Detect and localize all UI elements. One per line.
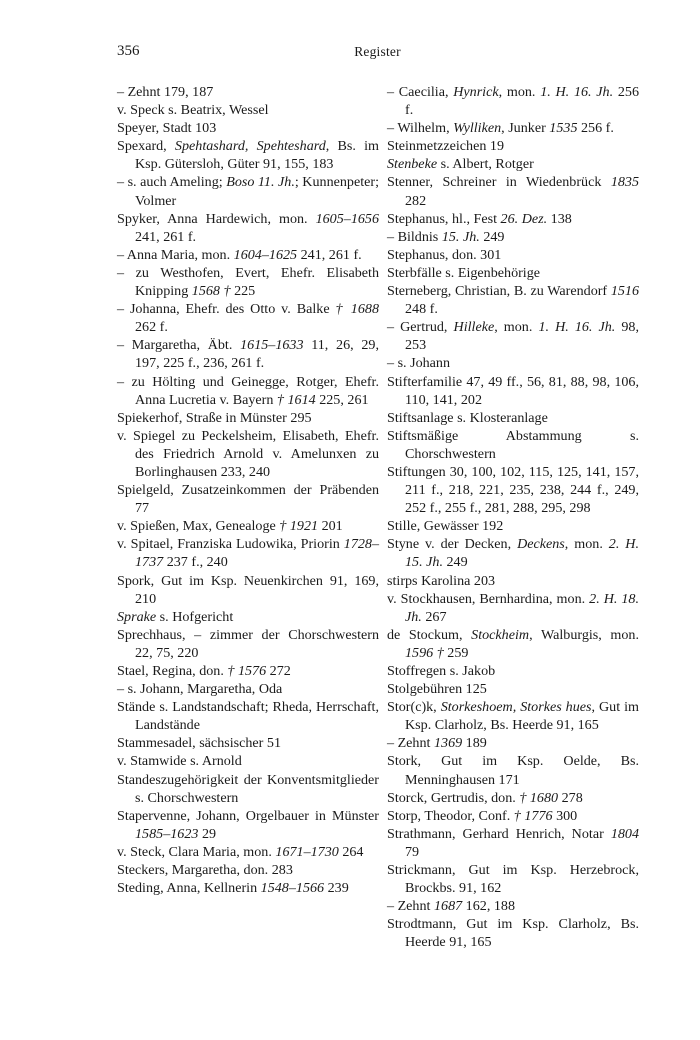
entry-text: Stifterfamilie 47, 49 ff., 56, 81, 88, 98, 106, 110, 141, 202 bbox=[387, 373, 639, 408]
entry-text: Spiekerhof, Straße in Münster 295 bbox=[117, 409, 312, 426]
entry-text: 138 bbox=[547, 210, 572, 227]
italic-text: 2. H. 15. Jh. bbox=[405, 536, 639, 571]
entry-text: – s. Johann bbox=[387, 355, 451, 372]
register-entry bbox=[117, 879, 379, 897]
register-entry bbox=[387, 264, 639, 282]
register-entry bbox=[117, 807, 379, 843]
entry-text: 256 f. bbox=[405, 84, 639, 119]
register-entry bbox=[117, 517, 379, 535]
register-entry bbox=[387, 626, 639, 662]
register-entry bbox=[387, 915, 639, 951]
entry-text: Stor(c)k, bbox=[387, 699, 441, 716]
entry-text: Speyer, Stadt 103 bbox=[117, 120, 217, 137]
register-entry bbox=[117, 771, 379, 807]
entry-text: Stephanus, don. 301 bbox=[387, 246, 502, 263]
italic-text: Spehtashard, Spehteshard bbox=[174, 138, 326, 155]
entry-text: Stoffregen s. Jakob bbox=[387, 663, 496, 679]
register-column-right bbox=[387, 83, 639, 952]
register-entry bbox=[117, 861, 379, 879]
italic-text: † 1776 bbox=[513, 807, 553, 824]
entry-text: v. Spitael, Franziska Ludowika, Priorin bbox=[117, 536, 344, 553]
italic-text: Stockheim bbox=[471, 626, 530, 643]
entry-text: Sterneberg, Christian, B. zu Warendorf bbox=[387, 283, 611, 300]
entry-text: Strodtmann, Gut im Ksp. Clarholz, Bs. Heerde 91, 165 bbox=[387, 916, 639, 951]
register-entry bbox=[117, 336, 379, 372]
italic-text: † 1680 bbox=[519, 789, 559, 806]
entry-text: – Caecilia, bbox=[387, 84, 454, 100]
register-entry bbox=[117, 572, 379, 608]
register-entry bbox=[387, 789, 639, 807]
register-entry bbox=[117, 608, 379, 626]
italic-text: 1516 bbox=[610, 283, 639, 300]
entry-text: – Zehnt bbox=[387, 735, 434, 752]
entry-text: – Wilhelm, bbox=[387, 120, 454, 137]
entry-text: Strathmann, Gerhard Henrich, Notar bbox=[387, 825, 611, 842]
entry-text: Steding, Anna, Kellnerin bbox=[117, 880, 261, 897]
entry-text: de Stockum, bbox=[387, 626, 472, 643]
entry-text: – Anna Maria, mon. bbox=[117, 246, 234, 263]
entry-text: Stael, Regina, don. bbox=[117, 663, 228, 679]
register-entry bbox=[387, 535, 639, 571]
entry-text: 256 f. bbox=[577, 120, 614, 137]
entry-text: s. Hofgericht bbox=[156, 608, 234, 625]
italic-text: Wylliken bbox=[453, 120, 502, 137]
entry-text: 278 bbox=[558, 789, 583, 806]
entry-text: – zu Hölting und Geinegge, Rotger, Ehefr. Anna Lucretia v. Bayern bbox=[117, 373, 379, 408]
page-number: 356 bbox=[117, 43, 140, 59]
entry-text: 98, 253 bbox=[405, 319, 639, 354]
entry-text: – Bildnis bbox=[387, 228, 442, 245]
entry-text: Sprechhaus, – zimmer der Chorschwestern 22, 75, 220 bbox=[117, 626, 379, 661]
entry-text: 249 bbox=[479, 228, 505, 245]
entry-text: Storck, Gertrudis, don. bbox=[387, 789, 520, 806]
italic-text: 1. H. 16. Jh. bbox=[538, 319, 616, 336]
entry-text: 282 bbox=[405, 192, 427, 209]
italic-text: 1804 bbox=[610, 825, 639, 842]
entry-text: Stände s. Landstandschaft; Rheda, Herrschaft, Landstände bbox=[117, 699, 379, 734]
entry-text: 239 bbox=[324, 880, 349, 897]
entry-text: 11, 26, 29, 197, 225 f., 236, 261 f. bbox=[135, 337, 380, 372]
register-entry bbox=[387, 752, 639, 788]
italic-text: Stenbeke bbox=[387, 156, 438, 173]
italic-text: 1. H. 16. Jh. bbox=[540, 84, 614, 100]
register-entry bbox=[387, 427, 639, 463]
entry-text: Stephanus, hl., Fest bbox=[387, 210, 501, 227]
register-entry bbox=[387, 119, 639, 137]
register-entry bbox=[387, 318, 639, 354]
register-entry bbox=[387, 572, 639, 590]
italic-text: Storkeshoem, Storkes hues bbox=[440, 699, 592, 716]
register-entry bbox=[387, 155, 639, 173]
entry-text: Stille, Gewässer 192 bbox=[387, 518, 504, 535]
entry-text: Steinmetzzeichen 19 bbox=[387, 138, 505, 155]
register-entry bbox=[117, 752, 379, 770]
italic-text: Sprake bbox=[117, 608, 157, 625]
italic-text: † 1688 bbox=[335, 301, 379, 318]
entry-text: 267 bbox=[421, 608, 447, 625]
italic-text: 1596 † bbox=[405, 644, 444, 661]
entry-text: 241, 261 f. bbox=[297, 246, 362, 263]
entry-text: 249 bbox=[442, 554, 468, 571]
entry-text: – s. auch Ameling; bbox=[117, 174, 227, 191]
entry-text: Spexard, bbox=[117, 138, 175, 155]
register-entry bbox=[117, 409, 379, 427]
italic-text: † 1576 bbox=[227, 663, 267, 679]
register-entry bbox=[387, 517, 639, 535]
italic-text: 1369 bbox=[433, 735, 463, 752]
register-entry bbox=[117, 698, 379, 734]
register-entry bbox=[117, 427, 379, 481]
entry-text: Spyker, Anna Hardewich, mon. bbox=[117, 210, 316, 227]
entry-text: 201 bbox=[318, 518, 343, 535]
register-entry bbox=[387, 354, 639, 372]
register-entry bbox=[387, 173, 639, 209]
entry-text: v. Stockhausen, Bernhardina, mon. bbox=[387, 590, 590, 607]
register-entry bbox=[117, 734, 379, 752]
entry-text: v. Stamwide s. Arnold bbox=[117, 753, 242, 770]
register-entry bbox=[117, 373, 379, 409]
entry-text: 262 f. bbox=[135, 319, 168, 336]
register-entry bbox=[117, 481, 379, 517]
entry-text: 272 bbox=[266, 663, 291, 679]
entry-text: – Zehnt 179, 187 bbox=[117, 84, 214, 100]
register-entry bbox=[117, 535, 379, 571]
italic-text: 1604–1625 bbox=[233, 246, 298, 263]
register-entry bbox=[117, 626, 379, 662]
entry-text: , Bs. im Ksp. Gütersloh, Güter 91, 155, 183 bbox=[135, 138, 379, 173]
entry-text: v. Spiegel zu Peckelsheim, Elisabeth, Ehefr. des Friedrich Arnold v. Amelunxen zu Borlinghausen 233, 240 bbox=[117, 427, 379, 480]
entry-text: stirps Karolina 203 bbox=[387, 572, 496, 589]
entry-text: 79 bbox=[405, 843, 420, 860]
entry-text: Stenner, Schreiner in Wiedenbrück bbox=[387, 174, 611, 191]
italic-text: 1535 bbox=[549, 120, 578, 137]
register-entry bbox=[117, 662, 379, 680]
register-entry bbox=[387, 210, 639, 228]
register-entry bbox=[117, 246, 379, 264]
entry-text: Spielgeld, Zusatzeinkommen der Präbenden 77 bbox=[117, 482, 379, 517]
register-entry bbox=[387, 282, 639, 318]
entry-text: v. Spießen, Max, Genealoge bbox=[117, 518, 280, 535]
entry-text: Stiftsmäßige Abstammung s. Chorschwestern bbox=[387, 427, 639, 462]
register-entry bbox=[117, 680, 379, 698]
entry-text: Sterbfälle s. Eigenbehörige bbox=[387, 264, 541, 281]
register-column-left bbox=[117, 83, 379, 897]
register-entry bbox=[117, 264, 379, 300]
entry-text: s. Albert, Rotger bbox=[437, 156, 534, 173]
italic-text: 1728–1737 bbox=[135, 536, 379, 571]
entry-text: Stiftsanlage s. Klosteranlage bbox=[387, 409, 548, 426]
register-entry bbox=[387, 373, 639, 409]
entry-text: Spork, Gut im Ksp. Neuenkirchen 91, 169, 210 bbox=[117, 572, 379, 607]
entry-text: Steckers, Margaretha, don. 283 bbox=[117, 862, 293, 879]
register-entry bbox=[117, 173, 379, 209]
italic-text: 26. Dez. bbox=[500, 210, 548, 227]
italic-text: 1615–1633 bbox=[240, 337, 304, 354]
entry-text: 225 bbox=[230, 283, 256, 300]
register-entry bbox=[387, 734, 639, 752]
italic-text: 1568 † bbox=[191, 283, 231, 300]
register-entry bbox=[117, 210, 379, 246]
running-title: Register bbox=[354, 44, 401, 59]
register-entry bbox=[387, 409, 639, 427]
italic-text: 1687 bbox=[433, 898, 463, 915]
entry-text: Standeszugehörigkeit der Konventsmitglieder s. Chorschwestern bbox=[117, 771, 379, 806]
page-header bbox=[117, 43, 638, 65]
register-entry bbox=[387, 590, 639, 626]
register-entry bbox=[387, 246, 639, 264]
italic-text: 1671–1730 bbox=[275, 843, 339, 860]
italic-text: 1605–1656 bbox=[315, 210, 379, 227]
italic-text: Boso 11. Jh. bbox=[226, 174, 295, 191]
entry-text: 300 bbox=[552, 807, 578, 824]
register-entry bbox=[387, 463, 639, 517]
italic-text: 1585–1623 bbox=[135, 825, 199, 842]
entry-text: Stiftungen 30, 100, 102, 115, 125, 141, 157, 211 f., 218, 221, 235, 238, 244 f., 249, 252 f., 255 f., 281, 288, 295, 298 bbox=[387, 463, 639, 517]
entry-text: Styne v. der Decken, bbox=[387, 536, 518, 553]
register-entry bbox=[387, 698, 639, 734]
italic-text: 1835 bbox=[610, 174, 639, 191]
entry-text: 189 bbox=[462, 735, 487, 752]
entry-text: , mon. bbox=[498, 84, 541, 100]
entry-text: 264 bbox=[338, 843, 364, 860]
entry-text: Storp, Theodor, Conf. bbox=[387, 807, 514, 824]
entry-text: – Margaretha, Äbt. bbox=[117, 337, 241, 354]
entry-text: Stolgebühren 125 bbox=[387, 681, 487, 698]
entry-text: Stammesadel, sächsischer 51 bbox=[117, 735, 281, 752]
italic-text: Hynrick bbox=[453, 84, 499, 100]
italic-text: † 1614 bbox=[276, 391, 316, 408]
register-entry bbox=[117, 83, 379, 101]
register-entry bbox=[387, 137, 639, 155]
entry-text: – Johanna, Ehefr. des Otto v. Balke bbox=[117, 301, 336, 318]
entry-text: 259 bbox=[443, 644, 469, 661]
entry-text: – s. Johann, Margaretha, Oda bbox=[117, 681, 283, 698]
entry-text: – Zehnt bbox=[387, 898, 434, 915]
register-entry bbox=[387, 83, 639, 119]
register-entry bbox=[387, 897, 639, 915]
entry-text: , mon. bbox=[494, 319, 539, 336]
italic-text: 15. Jh. bbox=[441, 228, 480, 245]
entry-text: , Walburgis, mon. bbox=[529, 626, 639, 643]
entry-text: , Gut im Ksp. Clarholz, Bs. Heerde 91, 165 bbox=[405, 699, 639, 734]
entry-text: 225, 261 bbox=[315, 391, 369, 408]
entry-text: ; Kunnenpeter; Volmer bbox=[135, 174, 380, 209]
italic-text: 2. H. 18. Jh. bbox=[405, 590, 640, 625]
register-entry bbox=[117, 101, 379, 119]
register-entry bbox=[387, 228, 639, 246]
entry-text: Stapervenne, Johann, Orgelbauer in Münster bbox=[117, 807, 379, 824]
italic-text: Deckens bbox=[517, 536, 565, 553]
register-entry bbox=[387, 825, 639, 861]
register-entry bbox=[387, 861, 639, 897]
register-entry bbox=[117, 137, 379, 173]
entry-text: 241, 261 f. bbox=[135, 228, 197, 245]
entry-text: – Gertrud, bbox=[387, 319, 454, 336]
entry-text: 29 bbox=[198, 825, 217, 842]
entry-text: , Junker bbox=[501, 120, 550, 137]
register-entry bbox=[387, 680, 639, 698]
entry-text: 248 f. bbox=[405, 301, 438, 318]
entry-text: Stork, Gut im Ksp. Oelde, Bs. Menninghausen 171 bbox=[387, 753, 639, 788]
italic-text: † 1921 bbox=[279, 518, 319, 535]
entry-text: 162, 188 bbox=[462, 898, 516, 915]
register-entry bbox=[387, 662, 639, 680]
italic-text: Hilleke bbox=[453, 319, 495, 336]
register-entry bbox=[387, 807, 639, 825]
register-entry bbox=[117, 119, 379, 137]
register-entry bbox=[117, 843, 379, 861]
entry-text: 237 f., 240 bbox=[163, 554, 228, 571]
entry-text: – zu Westhofen, Evert, Ehefr. Elisabeth Knipping bbox=[117, 264, 379, 300]
entry-text: , mon. bbox=[564, 536, 609, 553]
register-entry bbox=[117, 300, 379, 336]
italic-text: 1548–1566 bbox=[260, 880, 325, 897]
entry-text: v. Speck s. Beatrix, Wessel bbox=[117, 102, 269, 119]
entry-text: v. Steck, Clara Maria, mon. bbox=[117, 843, 276, 860]
entry-text: Strickmann, Gut im Ksp. Herzebrock, Brockbs. 91, 162 bbox=[387, 862, 639, 897]
